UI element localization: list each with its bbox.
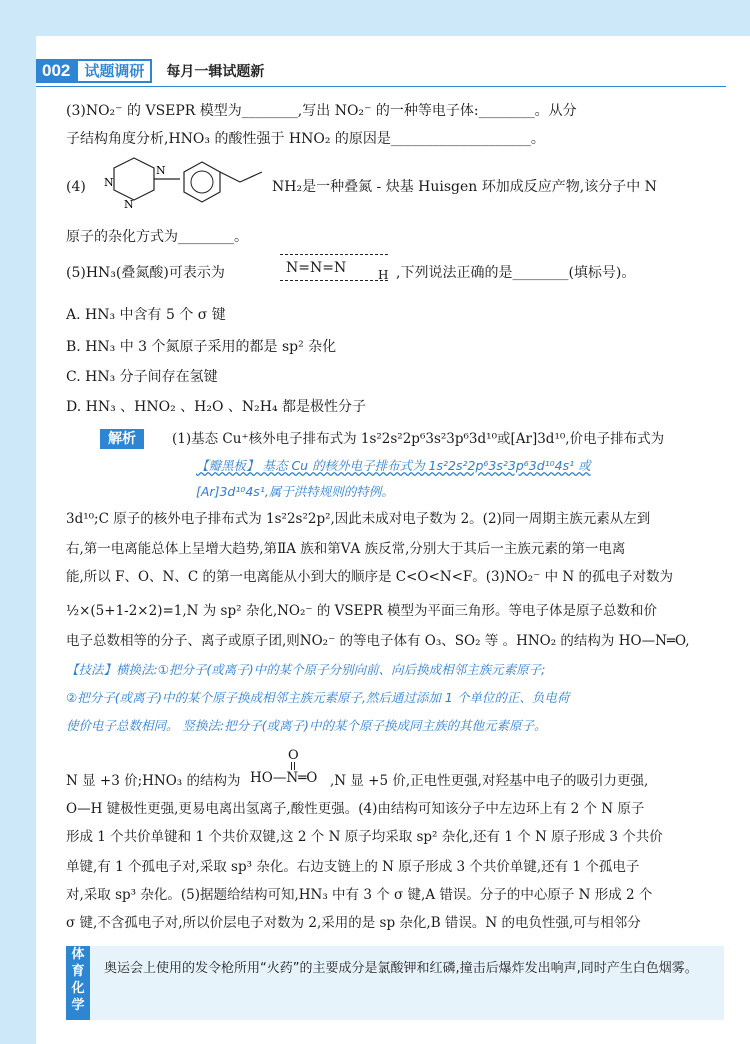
left-band (0, 0, 36, 1044)
lone-pair-top (280, 254, 388, 255)
hn3-structure (280, 254, 392, 288)
lone-pair-bottom (280, 280, 388, 281)
note-technique-3: 使价电子总数相同。 竖换法:把分子(或离子)中的某个原子换成同主族的其他元素原子。 (66, 718, 547, 733)
note-technique-2: ②把分子(或离子)中的某个原子换成相邻主族元素原子,然后通过添加 1 个单位的正、负电荷 (66, 690, 570, 705)
analysis-line7a: N 显 +3 价;HNO₃ 的结构为 (66, 773, 241, 789)
benzene-ring (184, 162, 220, 202)
atom-n1: N (104, 176, 114, 189)
header-divider (36, 86, 726, 87)
hno3-structure (250, 748, 330, 794)
bond-nh2 (240, 172, 262, 182)
option-c: C. HN₃ 分子间存在氢键 (66, 369, 218, 385)
hno3-chain: HO—N═O (250, 770, 318, 786)
hno3-double-1 (291, 762, 293, 770)
header-subtitle: 每月一辑试题新 (166, 64, 265, 80)
q4-mid: NH₂是一种叠氮 - 炔基 Huisgen 环加成反应产物,该分子中 N (272, 179, 657, 195)
note-blackboard-1: 【瓣黑板】 基态 Cu 的核外电子排布式为 1s²2s²2p⁶3s²3p⁶3d¹⁰4s¹ 或 (196, 458, 591, 473)
option-b: B. HN₃ 中 3 个氮原子采用的都是 sp² 杂化 (66, 339, 337, 355)
page-number: 002 (36, 59, 76, 83)
hno3-double-2 (294, 762, 296, 770)
atom-n2: N (124, 198, 134, 211)
analysis-line10: 单键,有 1 个孤电子对,采取 sp³ 杂化。右边支链上的 N 原子形成 3 个共价单键,还有 1 个孤电子 (66, 859, 640, 875)
analysis-line9: 形成 1 个共价单键和 1 个共价双键,这 2 个 N 原子均采取 sp² 杂化,还有 1 个 N 原子形成 3 个共价 (66, 829, 663, 845)
note-technique-1: 【技法】横换法:①把分子(或离子)中的某个原子分别向前、向后换成相邻主族元素原子; (66, 662, 546, 677)
analysis-line8: O—H 键极性更强,更易电离出氢离子,酸性更强。(4)由结构可知该分子中左边环上有 2 个 N 原子 (66, 801, 645, 817)
column-title: 试题调研 (76, 59, 152, 83)
bond-ch2 (220, 172, 240, 182)
hn3-formula: N=N=N (286, 260, 347, 276)
analysis-tag: 解析 (100, 429, 144, 449)
analysis-line6: 电子总数相等的分子、离子或原子团,则NO₂⁻ 的等电子体有 O₃、SO₂ 等 。HNO₂ 的结构为 HO—N═O, (66, 633, 690, 649)
analysis-line4: 能,所以 F、O、N、C 的第一电离能从小到大的顺序是 C<O<N<F。(3)NO₂⁻ 中 N 的孤电子对数为 (66, 569, 673, 585)
analysis-line11: 对,采取 sp³ 杂化。(5)据题给结构可知,HN₃ 中有 3 个 σ 键,A 错误。分子的中心原子 N 形成 2 个 (66, 887, 653, 903)
hno3-o-top: O (288, 748, 299, 763)
q3-line1: (3)NO₂⁻ 的 VSEPR 模型为________,写出 NO₂⁻ 的一种等电子体:________。从分 (66, 103, 577, 119)
ring-left (114, 158, 154, 200)
q4-prefix: (4) (66, 179, 86, 195)
hn3-h: H (378, 268, 389, 282)
q3-line2: 子结构角度分析,HNO₃ 的酸性强于 HNO₂ 的原因是____________________。 (66, 131, 545, 147)
atom-n3: N (156, 164, 166, 177)
analysis-line7b: ,N 显 +5 价,正电性更强,对羟基中电子的吸引力更强, (330, 773, 649, 789)
sports-chemistry-label: 体育化学 (66, 946, 90, 1020)
q4-line2: 原子的杂化方式为________。 (66, 229, 248, 245)
note-blackboard-2: [Ar]3d¹⁰4s¹,属于洪特规则的特例。 (196, 484, 394, 499)
analysis-line2: 3d¹⁰;C 原子的核外电子排布式为 1s²2s²2p²,因此未成对电子数为 2。(2)同一周期主族元素从左到 (66, 511, 651, 527)
option-d: D. HN₃ 、HNO₂ 、H₂O 、N₂H₄ 都是极性分子 (66, 399, 367, 415)
analysis-line12: σ 键,不含孤电子对,所以价层电子对数为 2,采用的是 sp 杂化,B 错误。N 的电负性强,可与相邻分 (66, 915, 641, 931)
q5-suffix: ,下列说法正确的是________(填标号)。 (396, 265, 636, 281)
option-a: A. HN₃ 中含有 5 个 σ 键 (66, 307, 226, 323)
top-band (0, 0, 750, 36)
benzene-aromatic (191, 171, 213, 193)
analysis-line1: (1)基态 Cu⁺核外电子排布式为 1s²2s²2p⁶3s²3p⁶3d¹⁰或[Ar]3d¹⁰,价电子排布式为 (172, 431, 665, 447)
analysis-line3: 右,第一电离能总体上呈增大趋势,第ⅡA 族和第ⅤA 族反常,分别大于其后一主族元素的第一电离 (66, 541, 626, 557)
triazine-structure (94, 150, 274, 214)
sports-chemistry-text: 奥运会上使用的发令枪所用“火药”的主要成分是氯酸钾和红磷,撞击后爆炸发出响声,同时产生白色烟雾。 (104, 961, 698, 976)
q5-prefix: (5)HN₃(叠氮酸)可表示为 (66, 265, 225, 281)
page-header (36, 58, 264, 84)
analysis-line5: ½×(5+1-2×2)=1,N 为 sp² 杂化,NO₂⁻ 的 VSEPR 模型为平面三角形。等电子体是原子总数和价 (66, 603, 658, 619)
